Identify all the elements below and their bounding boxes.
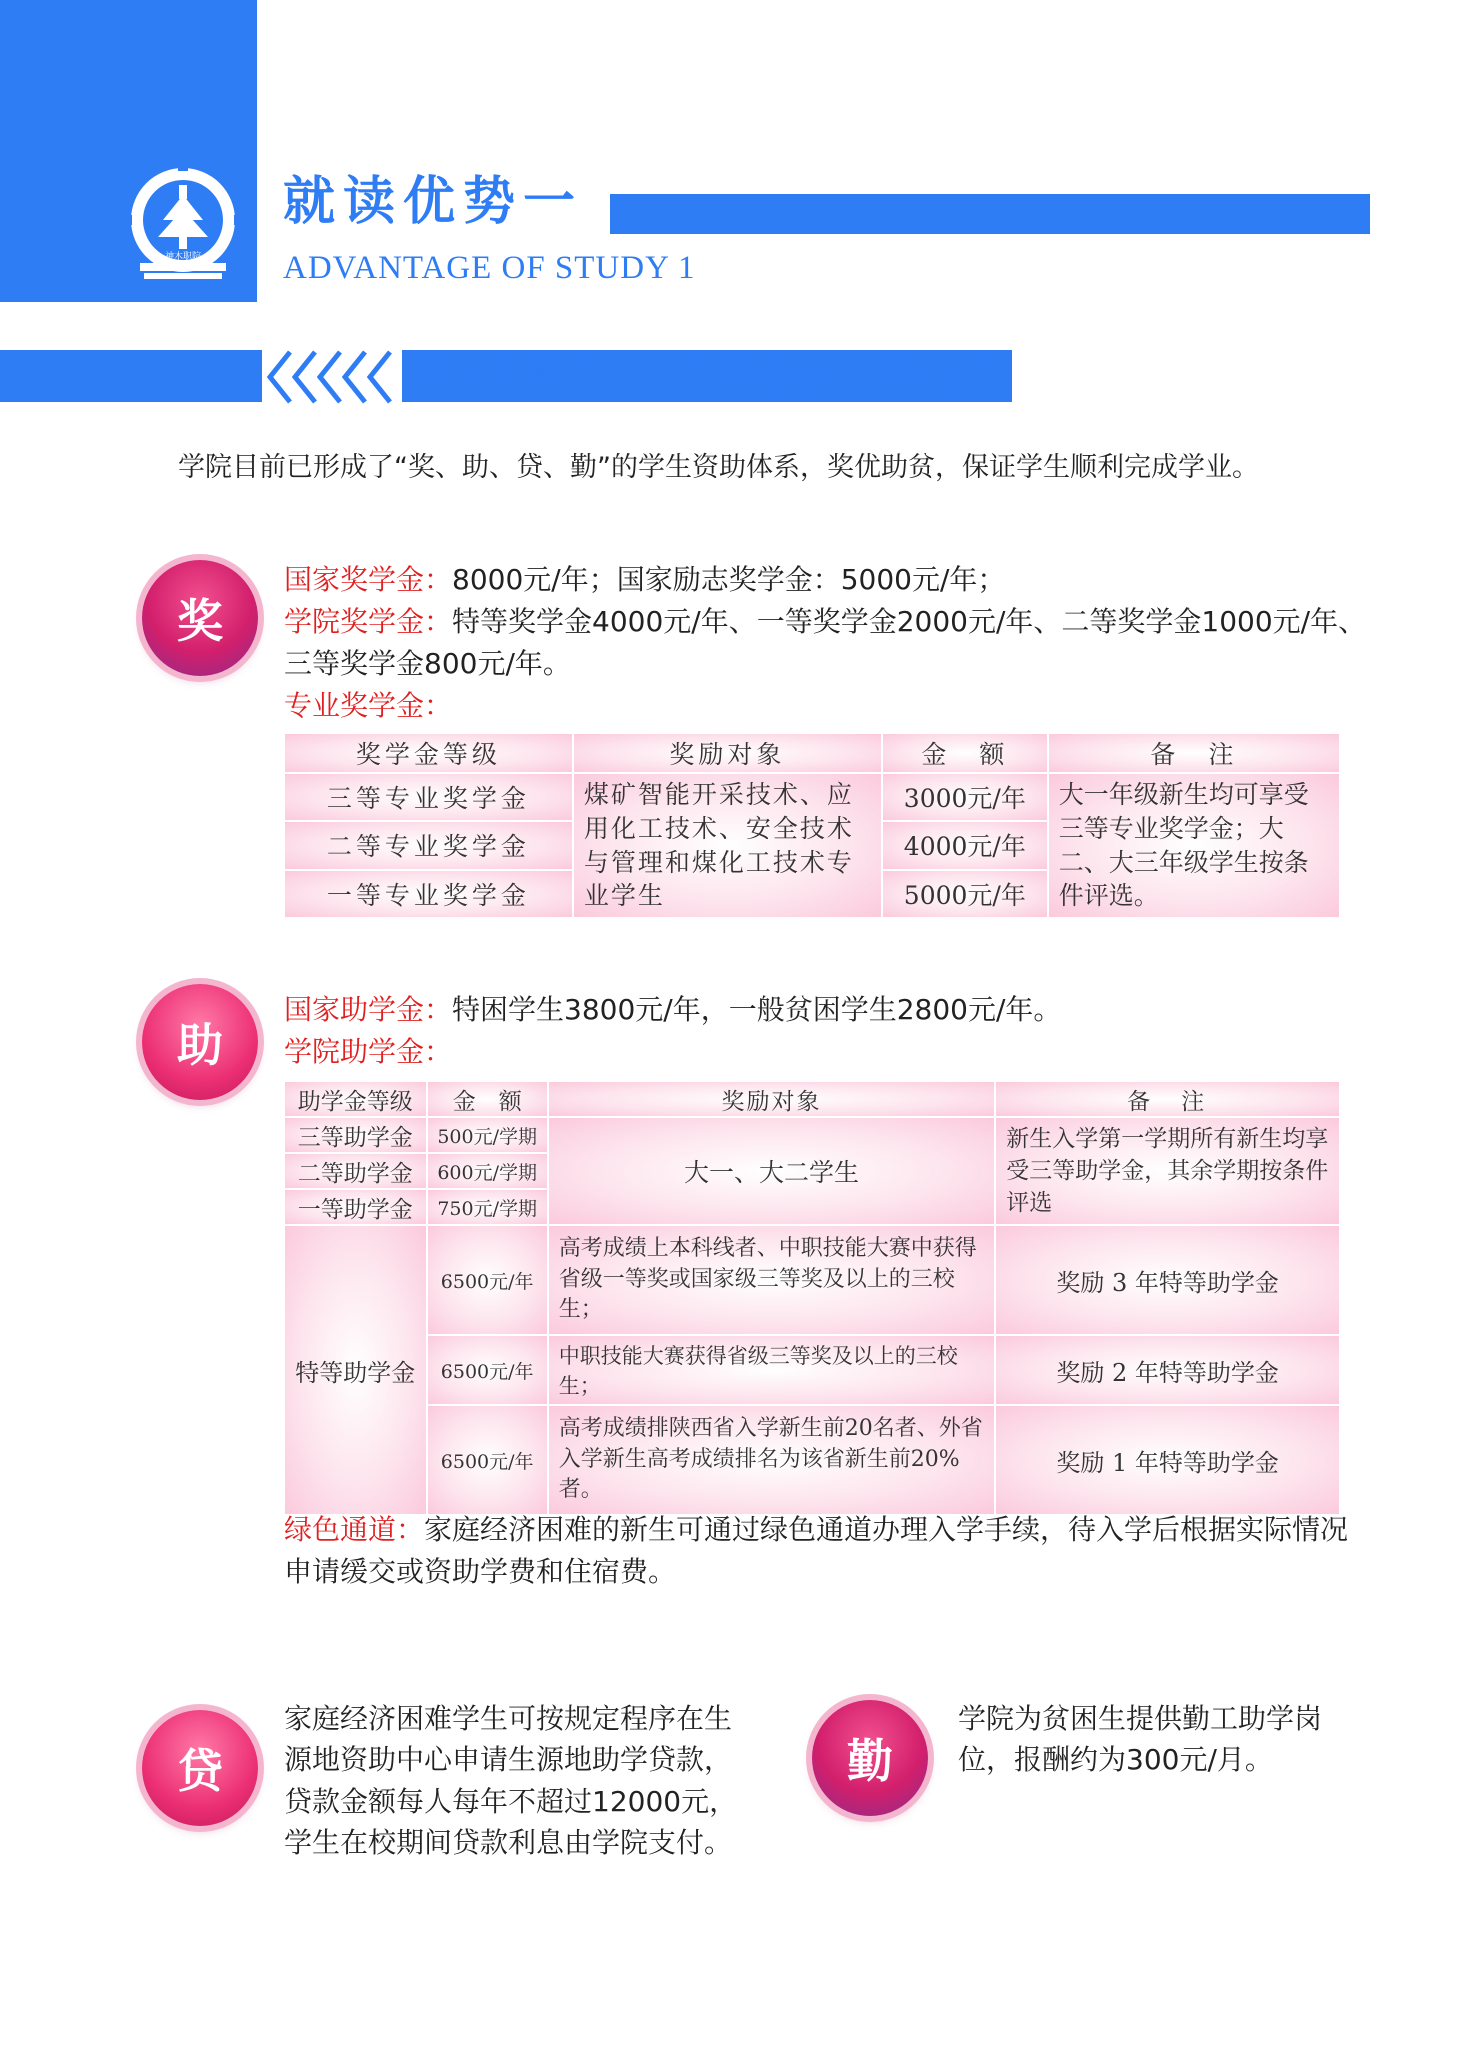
page-subtitle: ADVANTAGE OF STUDY 1: [283, 250, 696, 286]
national-scholarship-line: [284, 560, 1005, 601]
national-grant-text: 特困学生3800元/年，一般贫困学生2800元/年。: [452, 993, 1062, 1026]
header-accent-bar: [610, 194, 1370, 234]
table-cell: 奖励 2 年特等助学金: [995, 1335, 1340, 1405]
table-header: 助学金等级: [284, 1081, 427, 1117]
green-channel-text-2: 申请缓交或资助学费和住宿费。: [284, 1555, 677, 1588]
national-scholarship-text: 8000元/年；国家励志奖学金：5000元/年；: [452, 563, 1006, 596]
work-study-line: 学院为贫困生提供勤工助学岗: [958, 1702, 1323, 1735]
table-cell: 三等助学金: [284, 1117, 427, 1153]
national-scholarship-label: 国家奖学金：: [284, 563, 453, 596]
table-cell: 6500元/年: [427, 1335, 548, 1405]
table-cell: 奖励 3 年特等助学金: [995, 1225, 1340, 1335]
green-channel-text: 家庭经济困难的新生可通过绿色通道办理入学手续，待入学后根据实际情况: [424, 1513, 1349, 1546]
table-cell: 高考成绩上本科线者、中职技能大赛中获得省级一等奖或国家级三等奖及以上的三校生；: [548, 1225, 996, 1335]
loan-text: [284, 1698, 737, 1864]
intro-text: 学院目前已形成了“奖、助、贷、勤”的学生资助体系，奖优助贫，保证学生顺利完成学业。: [178, 452, 1259, 483]
table-cell: 二等助学金: [284, 1153, 427, 1189]
table-cell: 6500元/年: [427, 1405, 548, 1515]
scholarship-badge: 奖: [142, 560, 258, 676]
table-cell: 新生入学第一学期所有新生均享受三等助学金，其余学期按条件评选: [995, 1117, 1340, 1225]
work-study-text: [958, 1698, 1322, 1781]
table-cell: 一等专业奖学金: [284, 870, 573, 918]
table-cell: 三等专业奖学金: [284, 773, 573, 821]
table-header: 备 注: [1048, 733, 1340, 773]
loan-badge: 贷: [142, 1710, 258, 1826]
table-header: 金 额: [427, 1081, 548, 1117]
major-scholarship-label: 专业奖学金：: [284, 689, 453, 722]
loan-line: 学生在校期间贷款利息由学院支付。: [284, 1826, 733, 1860]
green-channel-label: 绿色通道：: [284, 1513, 425, 1546]
college-logo: [118, 165, 248, 295]
work-study-badge: 勤: [812, 1700, 928, 1816]
grant-badge: 助: [142, 984, 258, 1100]
loan-line: 家庭经济困难学生可按规定程序在生: [284, 1702, 733, 1735]
table-cell: 大一年级新生均可享受三等专业奖学金；大二、大三年级学生按条件评选。: [1048, 773, 1340, 918]
national-grant-line: [284, 990, 1061, 1031]
work-study-line: 位，报酬约为300元/月。: [958, 1743, 1273, 1777]
table-cell: 5000元/年: [882, 870, 1048, 918]
table-cell: 二等专业奖学金: [284, 821, 573, 869]
college-grant-table: [283, 1080, 1341, 1516]
table-cell: 特等助学金: [284, 1225, 427, 1515]
chevrons-icon: [262, 344, 402, 410]
national-grant-label: 国家助学金：: [284, 993, 453, 1026]
table-header: 奖励对象: [548, 1081, 996, 1117]
college-grant-label: 学院助学金：: [284, 1035, 453, 1068]
table-cell: 中职技能大赛获得省级三等奖及以上的三校生；: [548, 1335, 996, 1405]
table-header: 备 注: [995, 1081, 1340, 1117]
table-cell: 大一、大二学生: [548, 1117, 996, 1225]
table-cell: 高考成绩排陕西省入学新生前20名者、外省入学新生高考成绩排名为该省新生前20%者。: [548, 1405, 996, 1515]
banner-title: 奖助政策多——多措并举 入学无忧: [412, 354, 996, 397]
college-scholarship-text: 特等奖学金4000元/年、一等奖学金2000元/年、二等奖学金1000元/年、: [452, 605, 1367, 638]
green-channel-line: [284, 1510, 1348, 1551]
table-cell: 3000元/年: [882, 773, 1048, 821]
page-title: 就读优势一: [283, 172, 584, 232]
table-cell: 奖励 1 年特等助学金: [995, 1405, 1340, 1515]
table-header: 金 额: [882, 733, 1048, 773]
table-cell: 6500元/年: [427, 1225, 548, 1335]
major-scholarship-table: [283, 732, 1341, 919]
table-cell: 500元/学期: [427, 1117, 548, 1153]
college-scholarship-label: 学院奖学金：: [284, 605, 453, 638]
logo-text: 神木职院: [164, 252, 202, 262]
table-cell: 一等助学金: [284, 1189, 427, 1225]
loan-line: 贷款金额每人每年不超过12000元，: [284, 1784, 738, 1818]
table-cell: 煤矿智能开采技术、应用化工技术、安全技术与管理和煤化工技术专业学生: [573, 773, 882, 918]
table-cell: 750元/学期: [427, 1189, 548, 1225]
table-cell: 4000元/年: [882, 821, 1048, 869]
table-header: 奖励对象: [573, 733, 882, 773]
table-cell: 600元/学期: [427, 1153, 548, 1189]
college-scholarship-text-2: 三等奖学金800元/年。: [284, 647, 571, 680]
college-scholarship-line: [284, 602, 1366, 643]
loan-line: 源地资助中心申请生源地助学贷款，: [284, 1743, 733, 1777]
table-header: 奖学金等级: [284, 733, 573, 773]
